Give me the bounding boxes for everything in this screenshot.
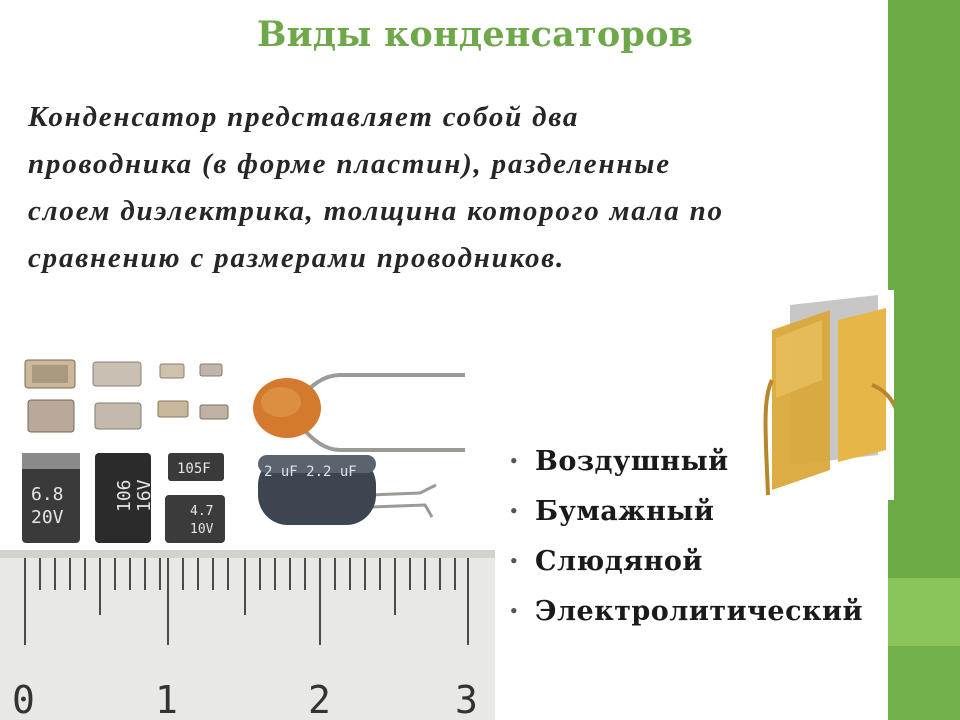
- intro-line: сравнению с размерами проводников.: [28, 242, 566, 274]
- chip-label: 6.8: [31, 484, 64, 505]
- list-item: [507, 446, 863, 496]
- chip-label: 16V: [134, 479, 155, 512]
- chip-label: 2 uF 2.2 uF: [264, 464, 357, 480]
- list-item-label: Воздушный: [535, 446, 729, 477]
- chip-label: 106: [114, 479, 135, 512]
- ruler-number: 3: [455, 678, 478, 720]
- chip-label: 10V: [190, 522, 214, 537]
- bullet-dot: •: [509, 552, 520, 570]
- chip-label: 4.7: [190, 504, 214, 519]
- ruler-number: 1: [155, 678, 178, 720]
- list-item: [507, 546, 863, 596]
- capacitors-photo: [0, 345, 495, 720]
- list-item-label: Слюдяной: [535, 546, 703, 577]
- list-item-label: Электролитический: [535, 596, 864, 627]
- chip-label: 105F: [177, 461, 211, 477]
- smd-chips: [25, 360, 228, 432]
- ruler: [0, 550, 495, 720]
- bullet-dot: •: [509, 502, 520, 520]
- side-bar-segment: [888, 0, 960, 578]
- slide-title: Виды конденсаторов: [256, 14, 694, 55]
- electrolytic-capacitor: [258, 455, 436, 525]
- ruler-number: 2: [308, 678, 331, 720]
- capacitor-types-list: [507, 446, 863, 646]
- list-item-label: Бумажный: [535, 496, 715, 527]
- list-item: [507, 496, 863, 546]
- ruler-number: 0: [12, 678, 35, 720]
- chip-label: 20V: [31, 507, 64, 528]
- side-bar-segment: [888, 578, 960, 646]
- tantalum-capacitors: [22, 453, 225, 543]
- intro-line: слоем диэлектрика, толщина которого мала по: [28, 195, 724, 227]
- list-item: [507, 596, 863, 646]
- side-bar-segment: [888, 646, 960, 720]
- intro-line: Конденсатор представляет собой два: [28, 101, 580, 133]
- intro-line: проводника (в форме пластин), разделенные: [28, 148, 671, 180]
- bullet-dot: •: [509, 602, 520, 620]
- bullet-dot: •: [509, 452, 520, 470]
- ceramic-disc-capacitor: [253, 375, 465, 450]
- intro-paragraph: [28, 94, 908, 282]
